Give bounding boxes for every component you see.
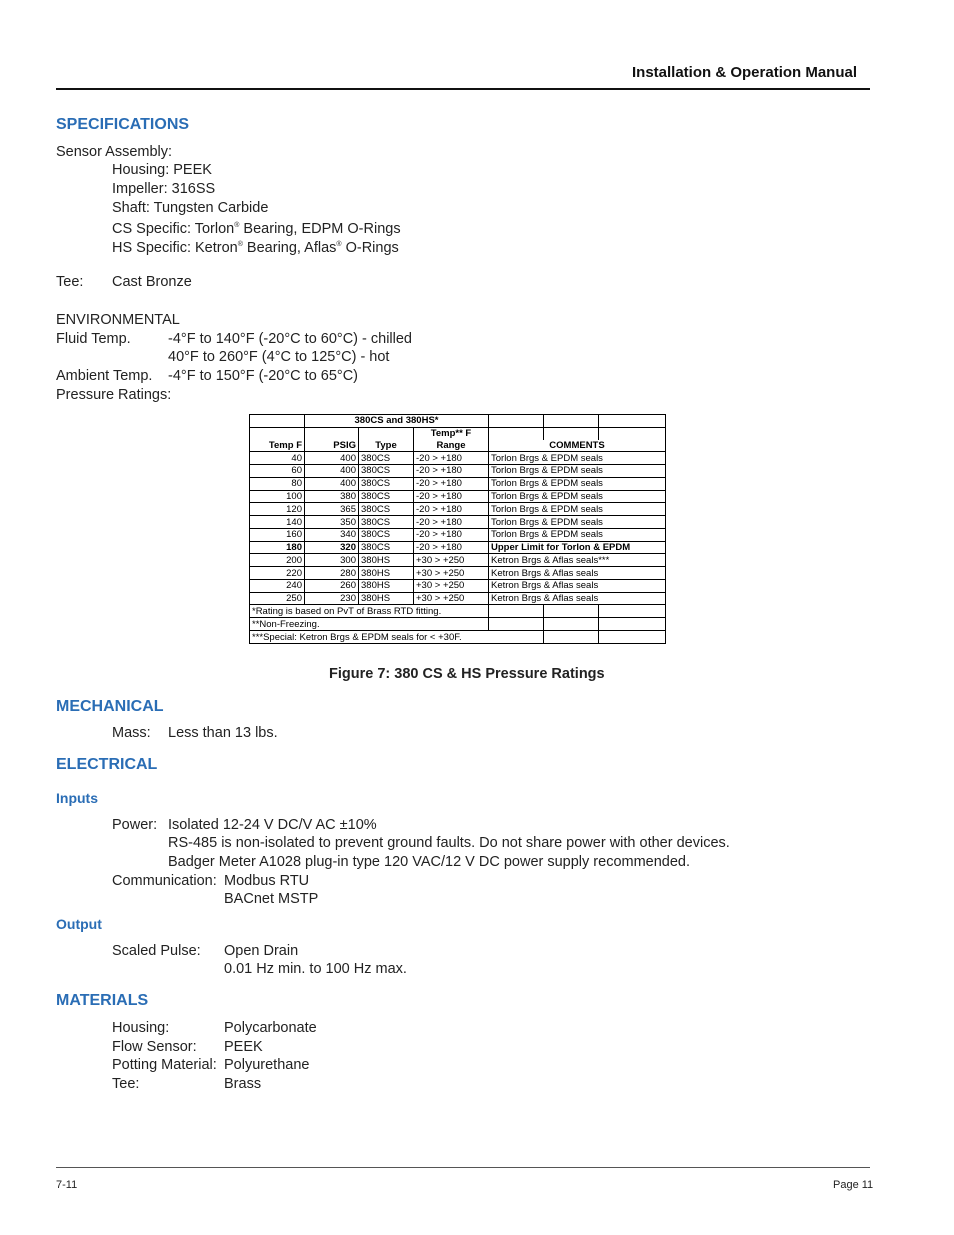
range-header: Range	[414, 440, 489, 452]
range-cell: +30 > +250	[414, 554, 489, 567]
comments-header: COMMENTS	[489, 440, 666, 452]
comment-cell: Torlon Brgs & EPDM seals	[489, 516, 666, 529]
temp-cell: 60	[250, 465, 305, 478]
temp-cell: 140	[250, 516, 305, 529]
table-note-row	[250, 605, 666, 618]
pulse-frequency: 0.01 Hz min. to 100 Hz max.	[224, 961, 407, 977]
table-row	[250, 592, 666, 605]
table-row	[250, 528, 666, 541]
modbus-value: Modbus RTU	[224, 873, 310, 889]
comment-cell: Ketron Brgs & Aflas seals	[489, 579, 666, 592]
header-divider	[56, 88, 870, 90]
psig-cell: 365	[305, 503, 359, 516]
temp-cell: 160	[250, 528, 305, 541]
shaft-spec: Shaft: Tungsten Carbide	[112, 200, 269, 216]
mass-value: Less than 13 lbs.	[168, 725, 278, 741]
table-note-empty-cell	[544, 605, 599, 618]
inputs-heading: Inputs	[56, 790, 98, 806]
temp-cell: 240	[250, 579, 305, 592]
table-header-row-1	[250, 427, 666, 439]
temp-cell: 40	[250, 452, 305, 465]
communication-label: Communication:	[112, 873, 217, 889]
table-note-empty-cell	[544, 618, 599, 631]
manual-title: Installation & Operation Manual	[632, 64, 858, 81]
psig-cell: 400	[305, 465, 359, 478]
range-cell: -20 > +180	[414, 528, 489, 541]
scaled-pulse-label: Scaled Pulse:	[112, 943, 201, 959]
table-row	[250, 490, 666, 503]
table-note-row	[250, 618, 666, 631]
materials-housing-value: Polycarbonate	[224, 1020, 317, 1036]
type-cell: 380CS	[359, 528, 414, 541]
materials-tee-value: Brass	[224, 1076, 262, 1092]
type-cell: 380CS	[359, 516, 414, 529]
type-cell: 380CS	[359, 541, 414, 554]
table-row	[250, 579, 666, 592]
table-title: 380CS and 380HS*	[305, 415, 489, 428]
type-cell: 380HS	[359, 579, 414, 592]
temp-cell: 200	[250, 554, 305, 567]
psig-cell: 320	[305, 541, 359, 554]
type-cell: 380CS	[359, 503, 414, 516]
psig-cell: 400	[305, 477, 359, 490]
power-supply-note: Badger Meter A1028 plug-in type 120 VAC/12 V DC power supply recommended.	[168, 854, 691, 870]
comment-cell: Torlon Brgs & EPDM seals	[489, 490, 666, 503]
table-note: **Non-Freezing.	[250, 618, 489, 631]
temp-header: Temp F	[250, 440, 305, 452]
figure-caption: Figure 7: 380 CS & HS Pressure Ratings	[329, 666, 605, 682]
table-note-empty-cell	[599, 618, 666, 631]
type-cell: 380CS	[359, 465, 414, 478]
scaled-pulse-value: Open Drain	[224, 943, 299, 959]
table-row	[250, 503, 666, 516]
range-cell: -20 > +180	[414, 452, 489, 465]
temp-cell: 250	[250, 592, 305, 605]
bacnet-value: BACnet MSTP	[224, 891, 319, 907]
range-cell: -20 > +180	[414, 503, 489, 516]
cs-specific-spec: CS Specific: Torlon® Bearing, EDPM O-Rings	[112, 220, 401, 237]
table-row	[250, 477, 666, 490]
footer-divider	[56, 1167, 870, 1168]
comment-cell: Ketron Brgs & Aflas seals	[489, 592, 666, 605]
psig-cell: 260	[305, 579, 359, 592]
fluid-temp-label: Fluid Temp.	[56, 331, 131, 347]
table-note-row	[250, 631, 666, 644]
tee-value: Cast Bronze	[112, 274, 192, 290]
page-number: Page 11	[833, 1179, 874, 1191]
power-label: Power:	[112, 817, 158, 833]
comment-cell: Torlon Brgs & EPDM seals	[489, 465, 666, 478]
type-header: Type	[359, 440, 414, 452]
hs-specific-spec: HS Specific: Ketron® Bearing, Aflas® O-Rings	[112, 239, 399, 256]
fluid-temp-hot: 40°F to 260°F (4°C to 125°C) - hot	[168, 349, 390, 365]
housing-spec: Housing: PEEK	[112, 162, 212, 178]
potting-label: Potting Material:	[112, 1057, 217, 1073]
comment-cell: Torlon Brgs & EPDM seals	[489, 528, 666, 541]
materials-housing-label: Housing:	[112, 1020, 170, 1036]
materials-tee-label: Tee:	[112, 1076, 140, 1092]
comment-cell: Torlon Brgs & EPDM seals	[489, 452, 666, 465]
output-heading: Output	[56, 916, 102, 932]
table-title-row	[250, 415, 666, 428]
comment-cell: Upper Limit for Torlon & EPDM	[489, 541, 666, 554]
type-cell: 380CS	[359, 452, 414, 465]
temp-cell: 180	[250, 541, 305, 554]
rs485-note: RS-485 is non-isolated to prevent ground faults. Do not share power with other devices.	[168, 835, 730, 851]
range-cell: -20 > +180	[414, 465, 489, 478]
mass-label: Mass:	[112, 725, 151, 741]
range-cell: +30 > +250	[414, 592, 489, 605]
table-row	[250, 516, 666, 529]
psig-cell: 300	[305, 554, 359, 567]
table-header-row-2	[250, 440, 666, 452]
psig-cell: 340	[305, 528, 359, 541]
range-cell: -20 > +180	[414, 477, 489, 490]
impeller-spec: Impeller: 316SS	[112, 181, 216, 197]
flow-sensor-label: Flow Sensor:	[112, 1039, 197, 1055]
electrical-heading: ELECTRICAL	[56, 756, 158, 773]
temp-cell: 220	[250, 567, 305, 580]
specifications-heading: SPECIFICATIONS	[56, 116, 190, 133]
materials-heading: MATERIALS	[56, 992, 149, 1009]
potting-value: Polyurethane	[224, 1057, 310, 1073]
temp-cell: 120	[250, 503, 305, 516]
environmental-heading: ENVIRONMENTAL	[56, 312, 180, 328]
temp-cell: 100	[250, 490, 305, 503]
comment-cell: Ketron Brgs & Aflas seals***	[489, 554, 666, 567]
table-row	[250, 452, 666, 465]
psig-header: PSIG	[305, 440, 359, 452]
comment-cell: Torlon Brgs & EPDM seals	[489, 503, 666, 516]
psig-cell: 280	[305, 567, 359, 580]
range-cell: +30 > +250	[414, 579, 489, 592]
table-note-empty-cell	[489, 605, 544, 618]
table-row	[250, 567, 666, 580]
pressure-ratings-label: Pressure Ratings:	[56, 387, 172, 403]
document-number: 7-11	[56, 1179, 78, 1191]
table-note: *Rating is based on PvT of Brass RTD fitting.	[250, 605, 489, 618]
table-note-empty-cell	[599, 605, 666, 618]
flow-sensor-value: PEEK	[224, 1039, 263, 1055]
mechanical-heading: MECHANICAL	[56, 698, 164, 715]
type-cell: 380CS	[359, 477, 414, 490]
comment-cell: Ketron Brgs & Aflas seals	[489, 567, 666, 580]
comment-cell: Torlon Brgs & EPDM seals	[489, 477, 666, 490]
pressure-ratings-table	[249, 414, 666, 644]
table-row	[250, 554, 666, 567]
psig-cell: 380	[305, 490, 359, 503]
table-note: ***Special: Ketron Brgs & EPDM seals for < +30F.	[250, 631, 544, 644]
table-row	[250, 465, 666, 478]
psig-cell: 400	[305, 452, 359, 465]
fluid-temp-chilled: -4°F to 140°F (-20°C to 60°C) - chilled	[168, 331, 413, 347]
psig-cell: 350	[305, 516, 359, 529]
type-cell: 380HS	[359, 592, 414, 605]
table-note-empty-cell	[599, 631, 666, 644]
temp-cell: 80	[250, 477, 305, 490]
ambient-temp-label: Ambient Temp.	[56, 368, 153, 384]
table-note-empty-cell	[489, 618, 544, 631]
range-header-top: Temp** F	[414, 427, 489, 439]
table-note-empty-cell	[544, 631, 599, 644]
table-row	[250, 541, 666, 554]
type-cell: 380HS	[359, 567, 414, 580]
range-cell: -20 > +180	[414, 541, 489, 554]
power-spec: Isolated 12-24 V DC/V AC ±10%	[168, 817, 377, 833]
range-cell: -20 > +180	[414, 490, 489, 503]
type-cell: 380CS	[359, 490, 414, 503]
type-cell: 380HS	[359, 554, 414, 567]
sensor-assembly-label: Sensor Assembly:	[56, 144, 173, 160]
range-cell: +30 > +250	[414, 567, 489, 580]
tee-label: Tee:	[56, 274, 84, 290]
range-cell: -20 > +180	[414, 516, 489, 529]
psig-cell: 230	[305, 592, 359, 605]
ambient-temp-value: -4°F to 150°F (-20°C to 65°C)	[168, 368, 359, 384]
